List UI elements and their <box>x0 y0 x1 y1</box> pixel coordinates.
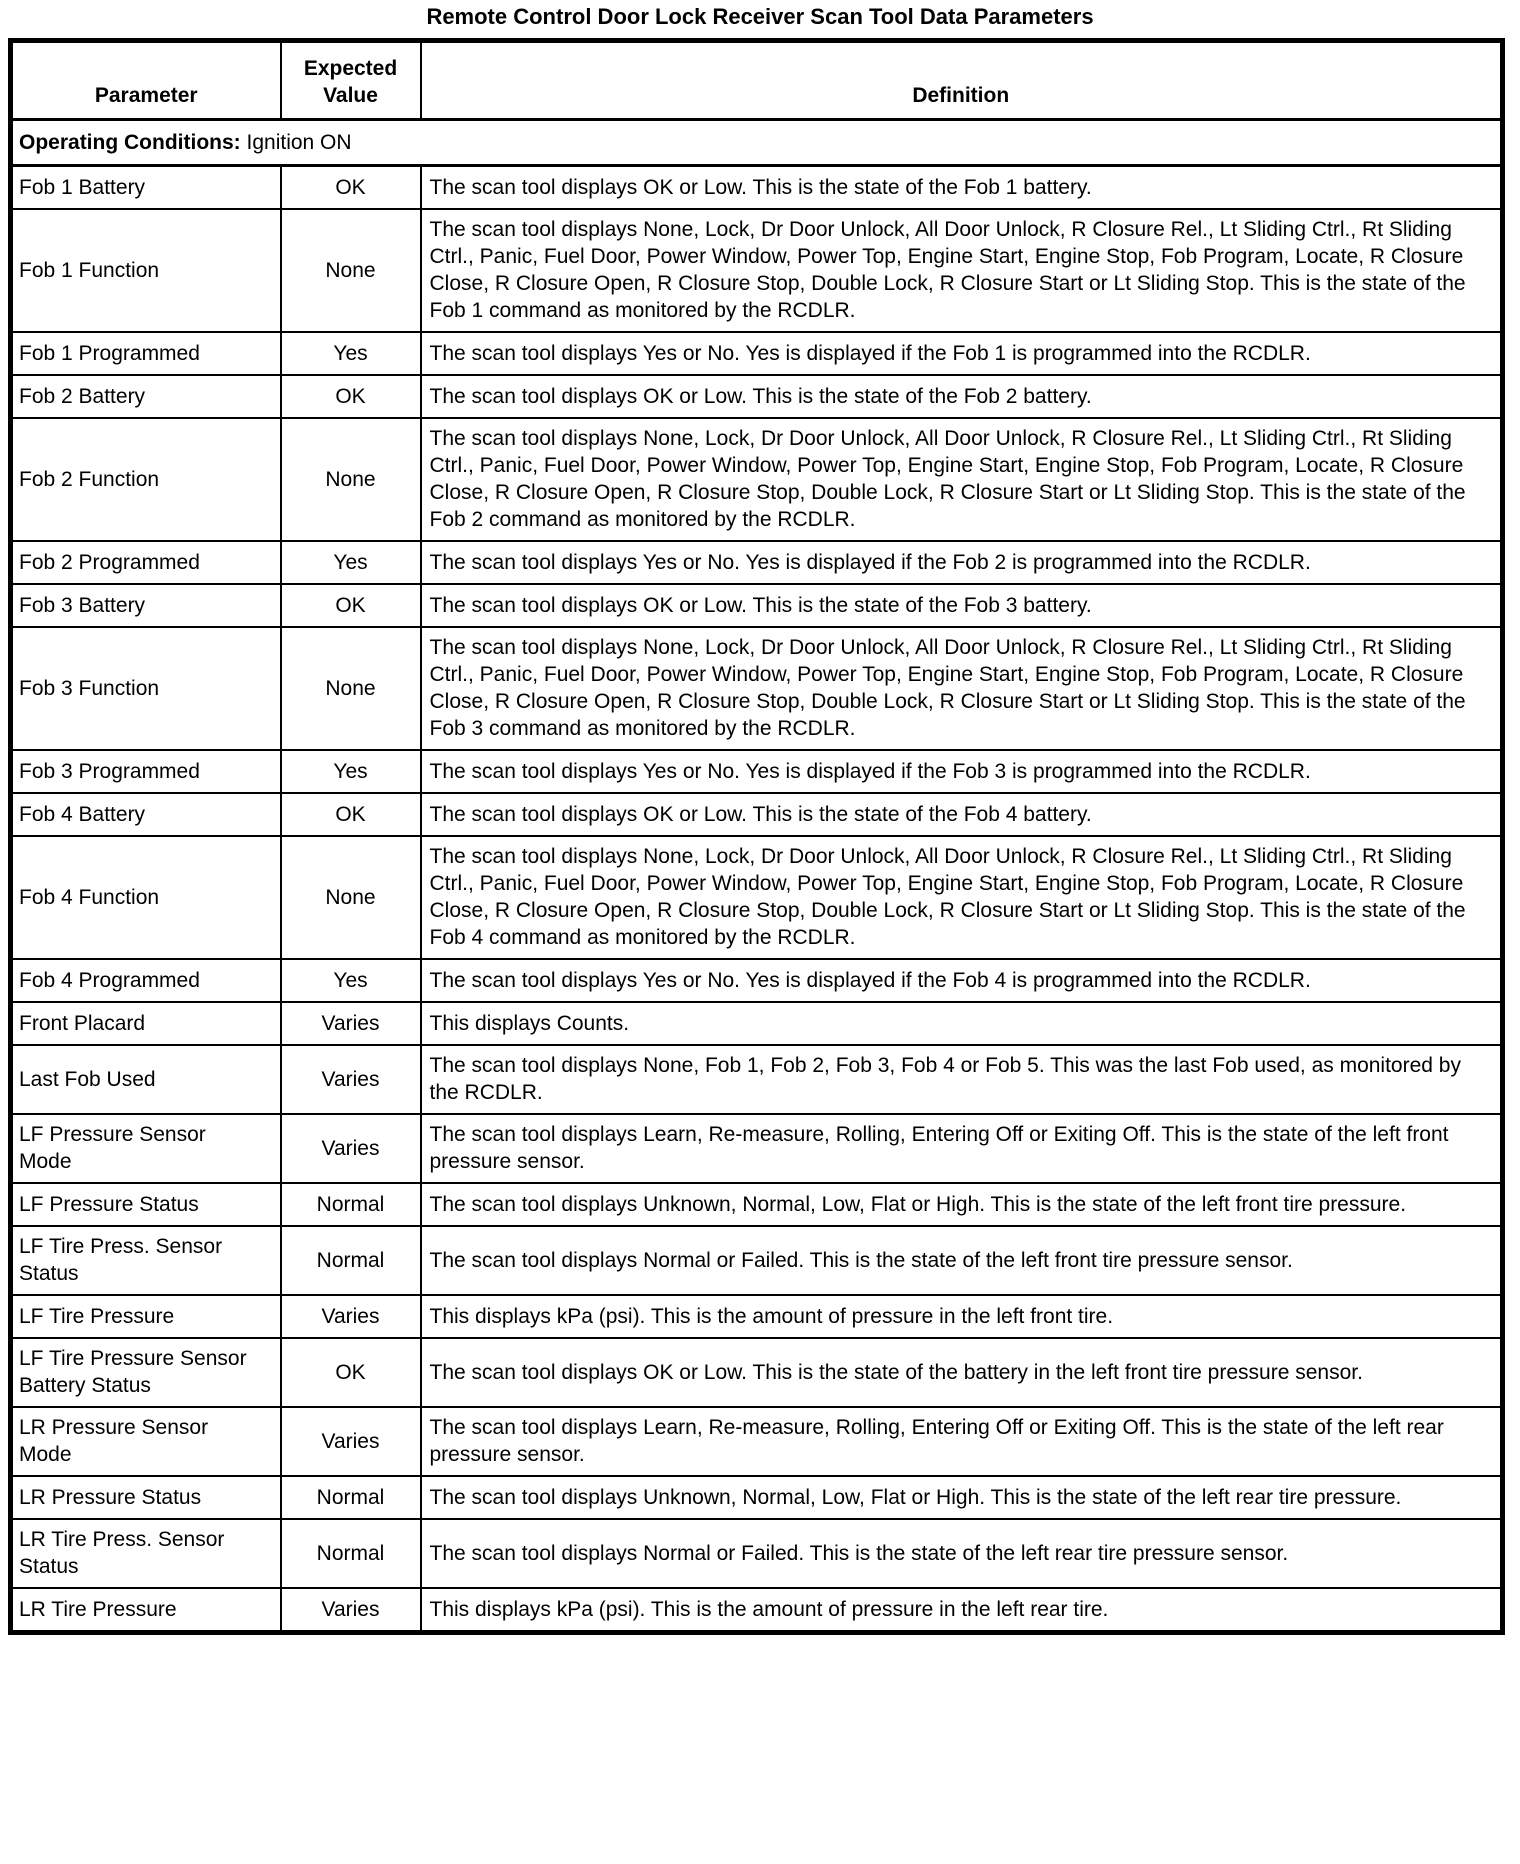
expected-value-cell: None <box>281 836 421 959</box>
table-row <box>11 375 1503 418</box>
header-row <box>11 41 1503 120</box>
table-row <box>11 1338 1503 1407</box>
definition-cell: This displays Counts. <box>421 1002 1503 1045</box>
table-row <box>11 584 1503 627</box>
table-row <box>11 209 1503 332</box>
expected-value-cell: OK <box>281 375 421 418</box>
parameter-cell: LF Pressure Sensor Mode <box>11 1114 281 1183</box>
definition-cell: The scan tool displays Unknown, Normal, Low, Flat or High. This is the state of the left front tire pressure. <box>421 1183 1503 1226</box>
operating-conditions-value: Ignition ON <box>246 130 352 154</box>
expected-value-cell: Varies <box>281 1295 421 1338</box>
parameter-cell: LF Tire Pressure <box>11 1295 281 1338</box>
parameter-cell: Fob 4 Programmed <box>11 959 281 1002</box>
definition-cell: The scan tool displays None, Lock, Dr Door Unlock, All Door Unlock, R Closure Rel., Lt Sliding Ctrl., Rt Sliding Ctrl., Panic, Fuel Door, Power Window, Power Top, Engine Start, Engine Stop, Fob Program, Locate, R Closure Close, R Closure Open, R Closure Stop, Double Lock, R Closure Start or Lt Sliding Stop. This is the state of the Fob 1 command as monitored by the RCDLR. <box>421 209 1503 332</box>
parameter-cell: Fob 4 Function <box>11 836 281 959</box>
table-row <box>11 1002 1503 1045</box>
parameter-cell: LR Pressure Status <box>11 1476 281 1519</box>
parameter-cell: Fob 2 Programmed <box>11 541 281 584</box>
table-row <box>11 1407 1503 1476</box>
definition-cell: The scan tool displays Normal or Failed. This is the state of the left rear tire pressure sensor. <box>421 1519 1503 1588</box>
definition-cell: The scan tool displays OK or Low. This is the state of the Fob 1 battery. <box>421 166 1503 210</box>
expected-value-cell: None <box>281 418 421 541</box>
expected-value-cell: Varies <box>281 1407 421 1476</box>
parameter-cell: LR Tire Pressure <box>11 1588 281 1633</box>
definition-cell: The scan tool displays Yes or No. Yes is displayed if the Fob 4 is programmed into the RCDLR. <box>421 959 1503 1002</box>
expected-value-cell: Yes <box>281 541 421 584</box>
parameter-cell: LF Tire Pressure Sensor Battery Status <box>11 1338 281 1407</box>
table-row <box>11 166 1503 210</box>
parameter-cell: Fob 3 Function <box>11 627 281 750</box>
table-row <box>11 1114 1503 1183</box>
definition-cell: The scan tool displays None, Lock, Dr Door Unlock, All Door Unlock, R Closure Rel., Lt Sliding Ctrl., Rt Sliding Ctrl., Panic, Fuel Door, Power Window, Power Top, Engine Start, Engine Stop, Fob Program, Locate, R Closure Close, R Closure Open, R Closure Stop, Double Lock, R Closure Start or Lt Sliding Stop. This is the state of the Fob 2 command as monitored by the RCDLR. <box>421 418 1503 541</box>
definition-cell: The scan tool displays Learn, Re-measure, Rolling, Entering Off or Exiting Off. This is the state of the left rear pressure sensor. <box>421 1407 1503 1476</box>
expected-value-cell: Varies <box>281 1114 421 1183</box>
expected-value-cell: Normal <box>281 1183 421 1226</box>
definition-cell: The scan tool displays Yes or No. Yes is displayed if the Fob 2 is programmed into the RCDLR. <box>421 541 1503 584</box>
operating-conditions-row <box>11 120 1503 166</box>
expected-value-cell: OK <box>281 1338 421 1407</box>
parameter-cell: Fob 1 Programmed <box>11 332 281 375</box>
table-row <box>11 836 1503 959</box>
expected-value-cell: OK <box>281 166 421 210</box>
definition-cell: The scan tool displays Yes or No. Yes is displayed if the Fob 3 is programmed into the RCDLR. <box>421 750 1503 793</box>
expected-value-cell: None <box>281 209 421 332</box>
parameter-cell: Fob 3 Battery <box>11 584 281 627</box>
expected-value-cell: Normal <box>281 1519 421 1588</box>
definition-cell: The scan tool displays OK or Low. This is the state of the Fob 2 battery. <box>421 375 1503 418</box>
operating-conditions-label: Operating Conditions: <box>19 130 241 154</box>
table-row <box>11 627 1503 750</box>
table-row <box>11 793 1503 836</box>
parameter-cell: Front Placard <box>11 1002 281 1045</box>
expected-value-cell: Varies <box>281 1045 421 1114</box>
parameter-cell: Fob 4 Battery <box>11 793 281 836</box>
parameter-cell: LR Pressure Sensor Mode <box>11 1407 281 1476</box>
expected-value-cell: Varies <box>281 1588 421 1633</box>
definition-cell: The scan tool displays Normal or Failed. This is the state of the left front tire pressure sensor. <box>421 1226 1503 1295</box>
table-row <box>11 1045 1503 1114</box>
column-header-definition: Definition <box>421 41 1503 120</box>
scan-tool-parameters-table <box>8 38 1505 1635</box>
table-row <box>11 332 1503 375</box>
column-header-parameter: Parameter <box>11 41 281 120</box>
table-row <box>11 1519 1503 1588</box>
parameter-cell: Last Fob Used <box>11 1045 281 1114</box>
table-body <box>11 120 1503 1633</box>
parameter-cell: Fob 2 Function <box>11 418 281 541</box>
expected-value-cell: None <box>281 627 421 750</box>
table-row <box>11 1226 1503 1295</box>
parameter-cell: LF Tire Press. Sensor Status <box>11 1226 281 1295</box>
expected-value-cell: Yes <box>281 750 421 793</box>
definition-cell: The scan tool displays OK or Low. This is the state of the Fob 3 battery. <box>421 584 1503 627</box>
parameter-cell: Fob 1 Battery <box>11 166 281 210</box>
table-row <box>11 418 1503 541</box>
parameter-cell: Fob 2 Battery <box>11 375 281 418</box>
expected-value-cell: Yes <box>281 959 421 1002</box>
table-row <box>11 1183 1503 1226</box>
expected-value-cell: Varies <box>281 1002 421 1045</box>
table-row <box>11 1476 1503 1519</box>
table-row <box>11 959 1503 1002</box>
parameter-cell: LF Pressure Status <box>11 1183 281 1226</box>
table-row <box>11 750 1503 793</box>
definition-cell: The scan tool displays Unknown, Normal, Low, Flat or High. This is the state of the left rear tire pressure. <box>421 1476 1503 1519</box>
parameter-cell: LR Tire Press. Sensor Status <box>11 1519 281 1588</box>
parameter-cell: Fob 3 Programmed <box>11 750 281 793</box>
table-row <box>11 541 1503 584</box>
expected-value-cell: Normal <box>281 1476 421 1519</box>
definition-cell: The scan tool displays None, Fob 1, Fob 2, Fob 3, Fob 4 or Fob 5. This was the last Fob used, as monitored by the RCDLR. <box>421 1045 1503 1114</box>
definition-cell: The scan tool displays OK or Low. This is the state of the Fob 4 battery. <box>421 793 1503 836</box>
page-title: Remote Control Door Lock Receiver Scan Tool Data Parameters <box>426 4 1094 29</box>
definition-cell: The scan tool displays None, Lock, Dr Door Unlock, All Door Unlock, R Closure Rel., Lt Sliding Ctrl., Rt Sliding Ctrl., Panic, Fuel Door, Power Window, Power Top, Engine Start, Engine Stop, Fob Program, Locate, R Closure Close, R Closure Open, R Closure Stop, Double Lock, R Closure Start or Lt Sliding Stop. This is the state of the Fob 3 command as monitored by the RCDLR. <box>421 627 1503 750</box>
definition-cell: The scan tool displays Yes or No. Yes is displayed if the Fob 1 is programmed into the RCDLR. <box>421 332 1503 375</box>
table-row <box>11 1588 1503 1633</box>
table-header <box>11 41 1503 120</box>
expected-value-cell: Yes <box>281 332 421 375</box>
definition-cell: The scan tool displays OK or Low. This is the state of the battery in the left front tire pressure sensor. <box>421 1338 1503 1407</box>
definition-cell: This displays kPa (psi). This is the amount of pressure in the left front tire. <box>421 1295 1503 1338</box>
definition-cell: The scan tool displays Learn, Re-measure, Rolling, Entering Off or Exiting Off. This is the state of the left front pressure sensor. <box>421 1114 1503 1183</box>
table-row <box>11 1295 1503 1338</box>
expected-value-cell: OK <box>281 584 421 627</box>
definition-cell: The scan tool displays None, Lock, Dr Door Unlock, All Door Unlock, R Closure Rel., Lt Sliding Ctrl., Rt Sliding Ctrl., Panic, Fuel Door, Power Window, Power Top, Engine Start, Engine Stop, Fob Program, Locate, R Closure Close, R Closure Open, R Closure Stop, Double Lock, R Closure Start or Lt Sliding Stop. This is the state of the Fob 4 command as monitored by the RCDLR. <box>421 836 1503 959</box>
column-header-expected-value: Expected Value <box>281 41 421 120</box>
operating-conditions-cell <box>11 120 1503 166</box>
definition-cell: This displays kPa (psi). This is the amount of pressure in the left rear tire. <box>421 1588 1503 1633</box>
parameter-cell: Fob 1 Function <box>11 209 281 332</box>
expected-value-cell: Normal <box>281 1226 421 1295</box>
expected-value-cell: OK <box>281 793 421 836</box>
